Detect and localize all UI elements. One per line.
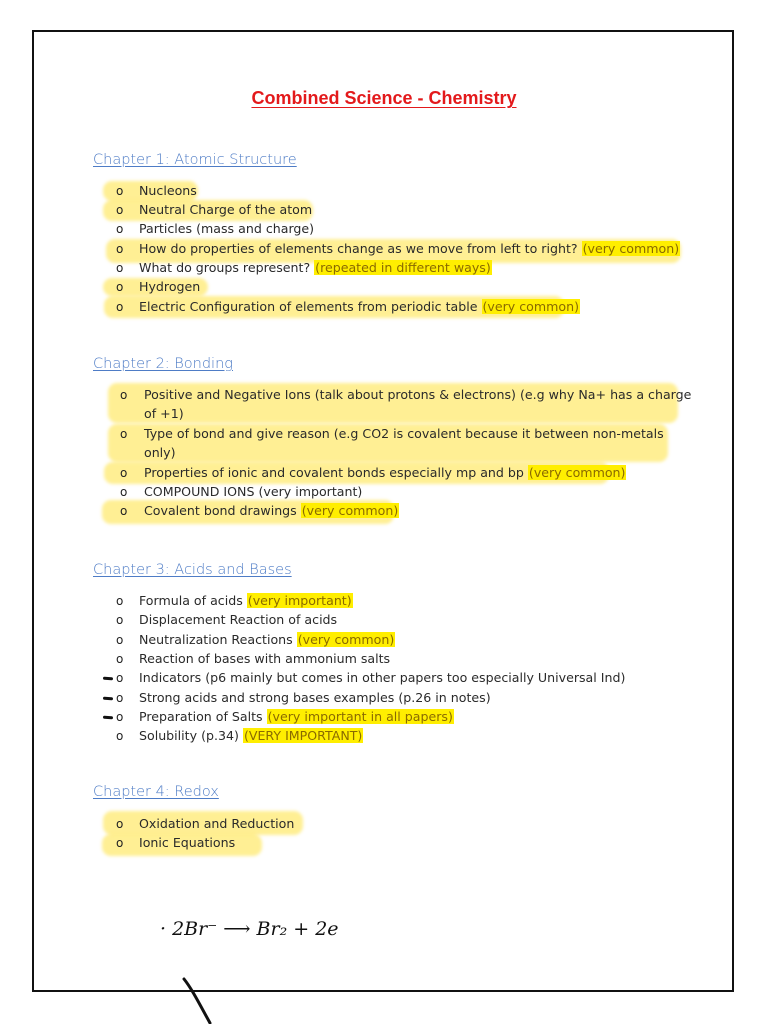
list-item: How do properties of elements change as we move from left to right? (very common) <box>139 241 680 256</box>
bullet: o <box>116 242 124 256</box>
chapter-3-heading: Chapter 3: Acids and Bases <box>93 562 292 578</box>
list-item: Preparation of Salts (very important in all papers) <box>139 709 453 724</box>
list-item: Particles (mass and charge) <box>139 221 315 236</box>
list-item: Formula of acids (very important) <box>139 593 352 608</box>
bullet: o <box>116 710 124 724</box>
importance-note: (repeated in different ways) <box>315 260 491 275</box>
importance-note: (VERY IMPORTANT) <box>243 728 363 743</box>
bullet: o <box>120 388 128 402</box>
importance-note: (very common) <box>582 241 680 256</box>
bullet: o <box>120 504 128 518</box>
bullet: o <box>116 817 124 831</box>
list-item: What do groups represent? (repeated in different ways) <box>139 260 491 275</box>
list-item: Type of bond and give reason (e.g CO2 is covalent because it between non-metals <box>144 426 664 441</box>
pen-dash-mark <box>103 716 113 720</box>
chapter-1-heading: Chapter 1: Atomic Structure <box>93 152 297 168</box>
bullet: o <box>116 222 124 236</box>
chapter-2-heading: Chapter 2: Bonding <box>93 356 233 372</box>
list-item: Indicators (p6 mainly but comes in other papers too especially Universal Ind) <box>139 670 626 685</box>
bullet: o <box>116 652 124 666</box>
list-item: Reaction of bases with ammonium salts <box>139 651 391 666</box>
bullet: o <box>116 203 124 217</box>
list-item: Nucleons <box>139 183 197 198</box>
list-item: Electric Configuration of elements from periodic table (very common) <box>139 299 580 314</box>
list-item: Positive and Negative Ions (talk about protons & electrons) (e.g why Na+ has a charge <box>144 387 692 402</box>
list-item: Neutral Charge of the atom <box>139 202 313 217</box>
list-item: Solubility (p.34) (VERY IMPORTANT) <box>139 728 363 743</box>
importance-note: (very important in all papers) <box>267 709 453 724</box>
list-item-continuation: only) <box>144 445 176 460</box>
bullet: o <box>116 729 124 743</box>
list-item: Covalent bond drawings (very common) <box>144 503 399 518</box>
list-item-continuation: of +1) <box>144 406 184 421</box>
pen-dash-mark <box>103 677 113 681</box>
bullet: o <box>116 671 124 685</box>
bullet: o <box>120 427 128 441</box>
handwritten-equation: · 2Br⁻ ⟶ Br₂ + 2e <box>160 918 339 940</box>
importance-note: (very common) <box>297 632 395 647</box>
list-item: Displacement Reaction of acids <box>139 612 338 627</box>
importance-note: (very common) <box>528 465 626 480</box>
list-item: Oxidation and Reduction <box>139 816 295 831</box>
list-item: Strong acids and strong bases examples (p.26 in notes) <box>139 690 491 705</box>
chapter-4-heading: Chapter 4: Redox <box>93 784 219 800</box>
list-item: Hydrogen <box>139 279 201 294</box>
bullet: o <box>116 633 124 647</box>
bullet: o <box>116 691 124 705</box>
bullet: o <box>116 613 124 627</box>
pen-dash-mark <box>103 697 113 701</box>
list-item: Properties of ionic and covalent bonds especially mp and bp (very common) <box>144 465 626 480</box>
bullet: o <box>116 280 124 294</box>
bullet: o <box>116 836 124 850</box>
importance-note: (very important) <box>247 593 352 608</box>
bullet: o <box>116 594 124 608</box>
bullet: o <box>116 261 124 275</box>
bullet: o <box>116 184 124 198</box>
importance-note: (very common) <box>301 503 399 518</box>
list-item: COMPOUND IONS (very important) <box>144 484 363 499</box>
importance-note: (very common) <box>482 299 580 314</box>
document-title: Combined Science - Chemistry <box>251 88 517 108</box>
list-item: Ionic Equations <box>139 835 236 850</box>
bullet: o <box>116 300 124 314</box>
list-item: Neutralization Reactions (very common) <box>139 632 395 647</box>
bullet: o <box>120 485 128 499</box>
bullet: o <box>120 466 128 480</box>
